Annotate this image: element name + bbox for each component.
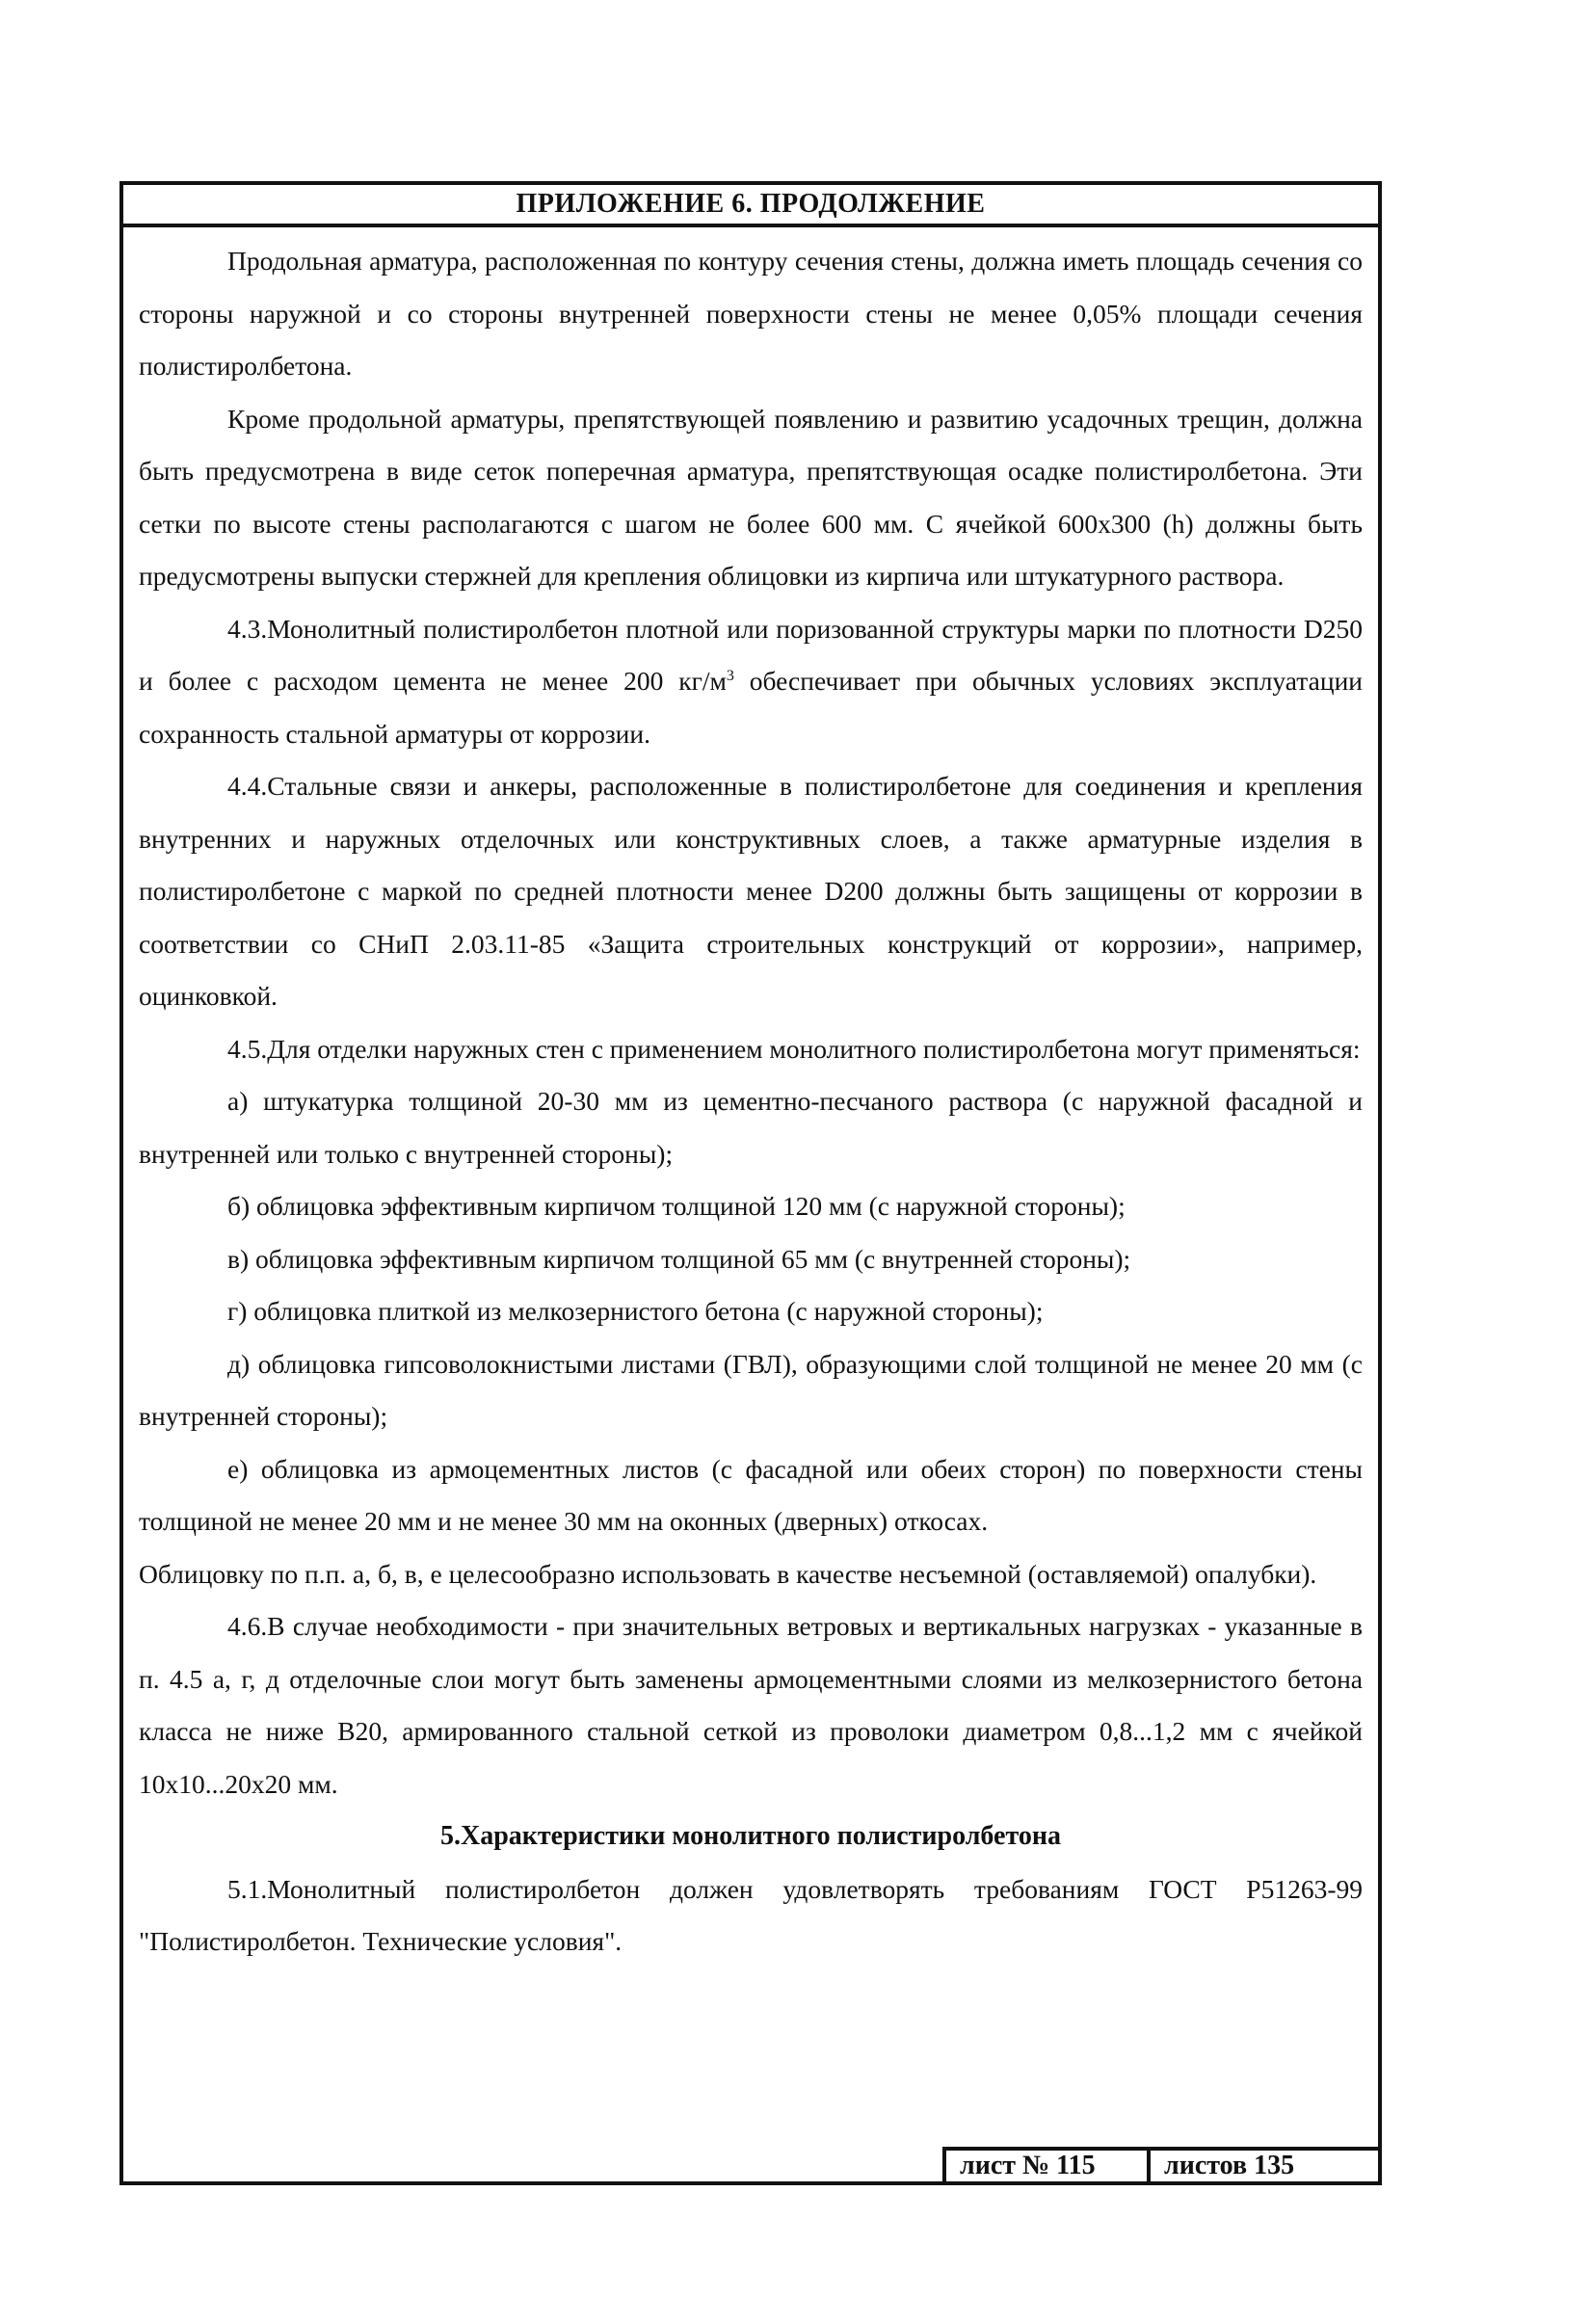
sheet-stamp: [942, 2147, 1382, 2185]
list-item-b: б) облицовка эффективным кирпичом толщиной 120 мм (с наружной стороны);: [227, 1191, 1126, 1221]
section-5-heading: 5.Характеристики монолитного полистиролбетона: [439, 1821, 1061, 1851]
list-item-e: е) облицовка из армоцементных листов (с фасадной или обеих сторон) по поверхности стены толщиной не менее 20 мм и не менее 30 мм на оконных (дверных) откосах.: [139, 1453, 1363, 1536]
paragraph-4-3-text-end: обеспечивает при обычных условиях эксплуатации сохранность стальной арматуры от коррозии.: [139, 666, 1364, 749]
superscript-cubic: 3: [726, 667, 734, 684]
page-frame: [119, 181, 1382, 2185]
list-item-a: а) штукатурка толщиной 20-30 мм из цементно-песчаного раствора (с наружной фасадной и внутренней или только с внутренней стороны);: [139, 1086, 1363, 1169]
paragraph-4-3-text: 4.3.Монолитный полистиролбетон плотной или поризованной структуры марки по плотности D250 и более с расходом цемента не менее 200 кг/м: [139, 613, 1363, 696]
paragraph-transverse-reinforcement: Кроме продольной арматуры, препятствующей появлению и развитию усадочных трещин, должна быть предусмотрена в виде сеток поперечная арматура, препятствующая осадке полистиролбетона. Эти сетки по высоте стены располагаются с шагом не более 600 мм. С ячейкой 600х300 (h) должны быть предусмотрены выпуски стержней для крепления облицовки из кирпича или штукатурного раствора.: [139, 403, 1363, 591]
paragraph-4-4: 4.4.Стальные связи и анкеры, расположенные в полистиролбетоне для соединения и крепления внутренних и наружных отделочных или конструктивных слоев, а также арматурные изделия в полистиролбетоне с маркой по средней плотности менее D200 должны быть защищены от коррозии в соответствии со СНиП 2.03.11-85 «Защита строительных конструкций от коррозии», например, оцинковкой.: [139, 771, 1363, 1011]
document-body: [139, 235, 1363, 1968]
list-item-v: в) облицовка эффективным кирпичом толщиной 65 мм (с внутренней стороны);: [227, 1243, 1131, 1274]
sheet-total: листов 135: [1164, 2151, 1295, 2180]
paragraph-4-6: 4.6.В случае необходимости - при значительных ветровых и вертикальных нагрузках - указанные в п. 4.5 а, г, д отделочные слои могут быть заменены армоцементными слоями из мелкозернистого бетона класса не ниже В20, армированного стальной сеткой из проволоки диаметром 0,8...1,2 мм с ячейкой 10х10...20х20 мм.: [139, 1611, 1363, 1799]
paragraph-5-1: 5.1.Монолитный полистиролбетон должен удовлетворять требованиям ГОСТ Р51263-99 "Полистиролбетон. Технические условия".: [139, 1873, 1363, 1956]
list-item-g: г) облицовка плиткой из мелкозернистого бетона (с наружной стороны);: [227, 1296, 1044, 1326]
sheet-number: лист № 115: [946, 2151, 1151, 2181]
appendix-header: ПРИЛОЖЕНИЕ 6. ПРОДОЛЖЕНИЕ: [123, 185, 1378, 227]
paragraph-4-3: [139, 603, 1363, 761]
paragraph-longitudinal-reinforcement: Продольная арматура, расположенная по контуру сечения стены, должна иметь площадь сечения со стороны наружной и со стороны внутренней поверхности стены не менее 0,05% площади сечения полистиролбетона.: [139, 246, 1363, 381]
paragraph-facing-formwork: Облицовку по п.п. а, б, в, е целесообразно использовать в качестве несъемной (оставляемой) опалубки).: [139, 1558, 1317, 1589]
list-item-d: д) облицовка гипсоволокнистыми листами (ГВЛ), образующими слой толщиной не менее 20 мм (с внутренней стороны);: [139, 1348, 1363, 1431]
paragraph-4-5: 4.5.Для отделки наружных стен с применением монолитного полистиролбетона могут применяться:: [227, 1033, 1361, 1064]
